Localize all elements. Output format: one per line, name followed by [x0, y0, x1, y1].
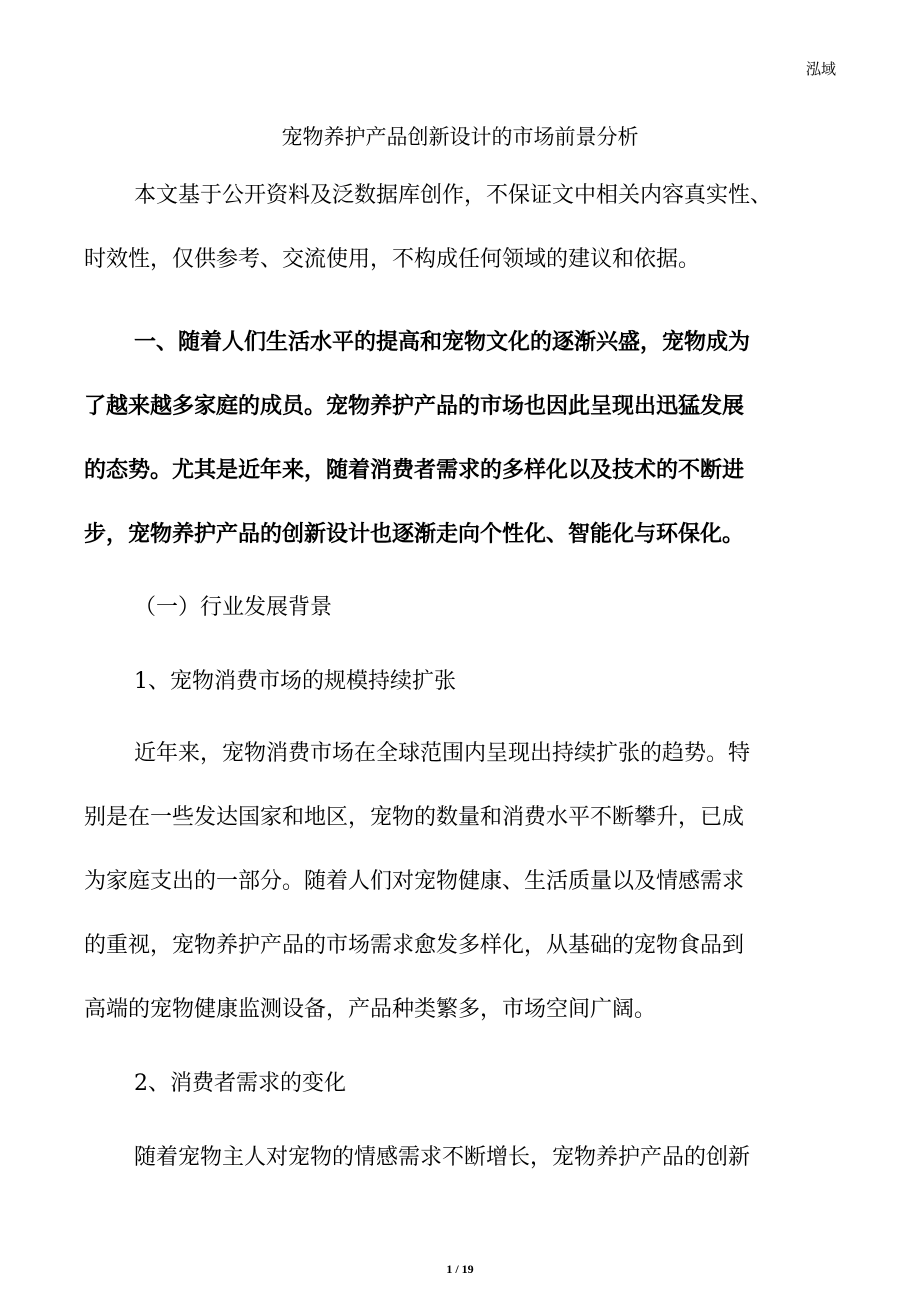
section1-line-2: 了越来越多家庭的成员。宠物养护产品的市场也因此呈现出迅猛发展 — [84, 393, 745, 419]
disclaimer-line-1: 本文基于公开资料及泛数据库创作，不保证文中相关内容真实性、 — [134, 183, 773, 208]
point1-line-3: 为家庭支出的一部分。随着人们对宠物健康、生活质量以及情感需求 — [84, 869, 745, 894]
page-number: 1 / 19 — [446, 1262, 474, 1276]
section1-line-3: 的态势。尤其是近年来，随着消费者需求的多样化以及技术的不断进 — [84, 457, 745, 483]
section1-line-1: 一、随着人们生活水平的提高和宠物文化的逐渐兴盛，宠物成为 — [134, 329, 751, 355]
disclaimer-line-2: 时效性，仅供参考、交流使用，不构成任何领域的建议和依据。 — [84, 247, 701, 272]
point1-line-1: 近年来，宠物消费市场在全球范围内呈现出持续扩张的趋势。特 — [134, 741, 751, 766]
point1-heading: 1、宠物消费市场的规模持续扩张 — [134, 669, 456, 694]
point1-line-2: 别是在一些发达国家和地区，宠物的数量和消费水平不断攀升，已成 — [84, 805, 745, 830]
point1-line-4: 的重视，宠物养护产品的市场需求愈发多样化，从基础的宠物食品到 — [84, 933, 745, 958]
point2-line-1: 随着宠物主人对宠物的情感需求不断增长，宠物养护产品的创新 — [134, 1145, 751, 1170]
section1-line-4: 步，宠物养护产品的创新设计也逐渐走向个性化、智能化与环保化。 — [84, 521, 745, 547]
point1-line-5: 高端的宠物健康监测设备，产品种类繁多，市场空间广阔。 — [84, 997, 657, 1022]
header-org-name: 泓域 — [805, 60, 836, 78]
point2-heading: 2、消费者需求的变化 — [134, 1071, 346, 1096]
subsection1-heading: （一）行业发展背景 — [134, 595, 333, 620]
document-title: 宠物养护产品创新设计的市场前景分析 — [281, 125, 639, 149]
